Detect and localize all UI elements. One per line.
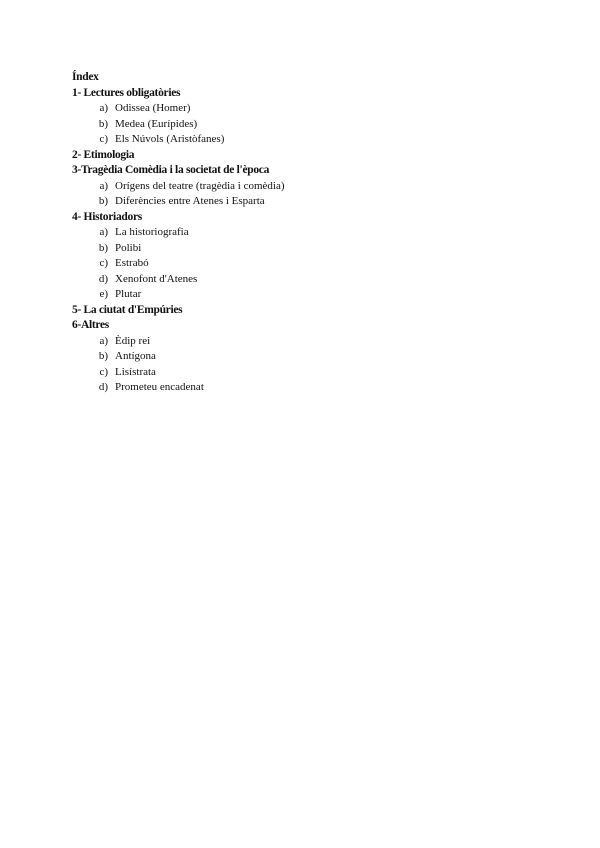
section-heading: 1- Lectures obligatòries [72, 86, 181, 99]
list-item-text: Orígens del teatre (tragèdia i comèdia) [115, 179, 285, 192]
list-item-marker: a) [99, 334, 108, 347]
list-item-text: Prometeu encadenat [115, 381, 204, 393]
list-item-text: Diferències entre Atenes i Esparta [115, 195, 265, 207]
list-item [72, 256, 532, 272]
section-heading: 6-Altres [72, 319, 109, 331]
list-item-marker: c) [99, 133, 108, 145]
list-item-text: Els Núvols (Aristòfanes) [115, 133, 225, 145]
list-item [72, 101, 532, 117]
list-item-text: Plutar [115, 288, 142, 300]
list-item [72, 194, 532, 210]
index-list [72, 70, 532, 396]
list-item [72, 117, 532, 133]
index-sections [72, 86, 532, 396]
list-item [72, 179, 532, 195]
list-item-marker: d) [98, 272, 108, 285]
list-item-marker: a) [99, 226, 108, 238]
list-item-marker: d) [98, 381, 108, 393]
list-item-text: Antígona [115, 350, 156, 362]
section-heading: 4- Historiadors [72, 210, 142, 223]
list-item-marker: b) [98, 350, 108, 362]
section-heading: 5- La ciutat d'Empúries [72, 303, 183, 316]
list-item [72, 132, 532, 148]
list-item-marker: e) [99, 288, 108, 300]
list-item [72, 365, 532, 381]
list-item-marker: a) [99, 102, 108, 114]
list-item-text: Estrabó [115, 257, 149, 269]
list-item-text: Èdip rei [115, 334, 151, 347]
list-item-text: Polibi [115, 241, 142, 254]
list-item [72, 380, 532, 396]
list-item-marker: b) [98, 195, 108, 207]
list-item [72, 349, 532, 365]
list-item-text: Lisístrata [115, 365, 156, 378]
list-item-marker: c) [99, 365, 108, 378]
index-title: Índex [72, 71, 99, 83]
list-item-text: Odissea (Homer) [115, 102, 191, 114]
list-item [72, 272, 532, 288]
list-item-marker: b) [98, 117, 108, 130]
list-item [72, 287, 532, 303]
list-item [72, 241, 532, 257]
list-item-text: Xenofont d'Atenes [115, 272, 198, 285]
list-item [72, 334, 532, 350]
section-heading: 2- Etimologia [72, 148, 135, 161]
list-item-marker: c) [99, 257, 108, 269]
section-heading: 3-Tragèdia Comèdia i la societat de l'època [72, 164, 270, 176]
list-item-text: La historiografia [115, 226, 189, 238]
list-item [72, 225, 532, 241]
list-item-marker: a) [99, 179, 108, 192]
list-item-marker: b) [98, 241, 108, 254]
list-item-text: Medea (Eurípides) [115, 117, 198, 130]
